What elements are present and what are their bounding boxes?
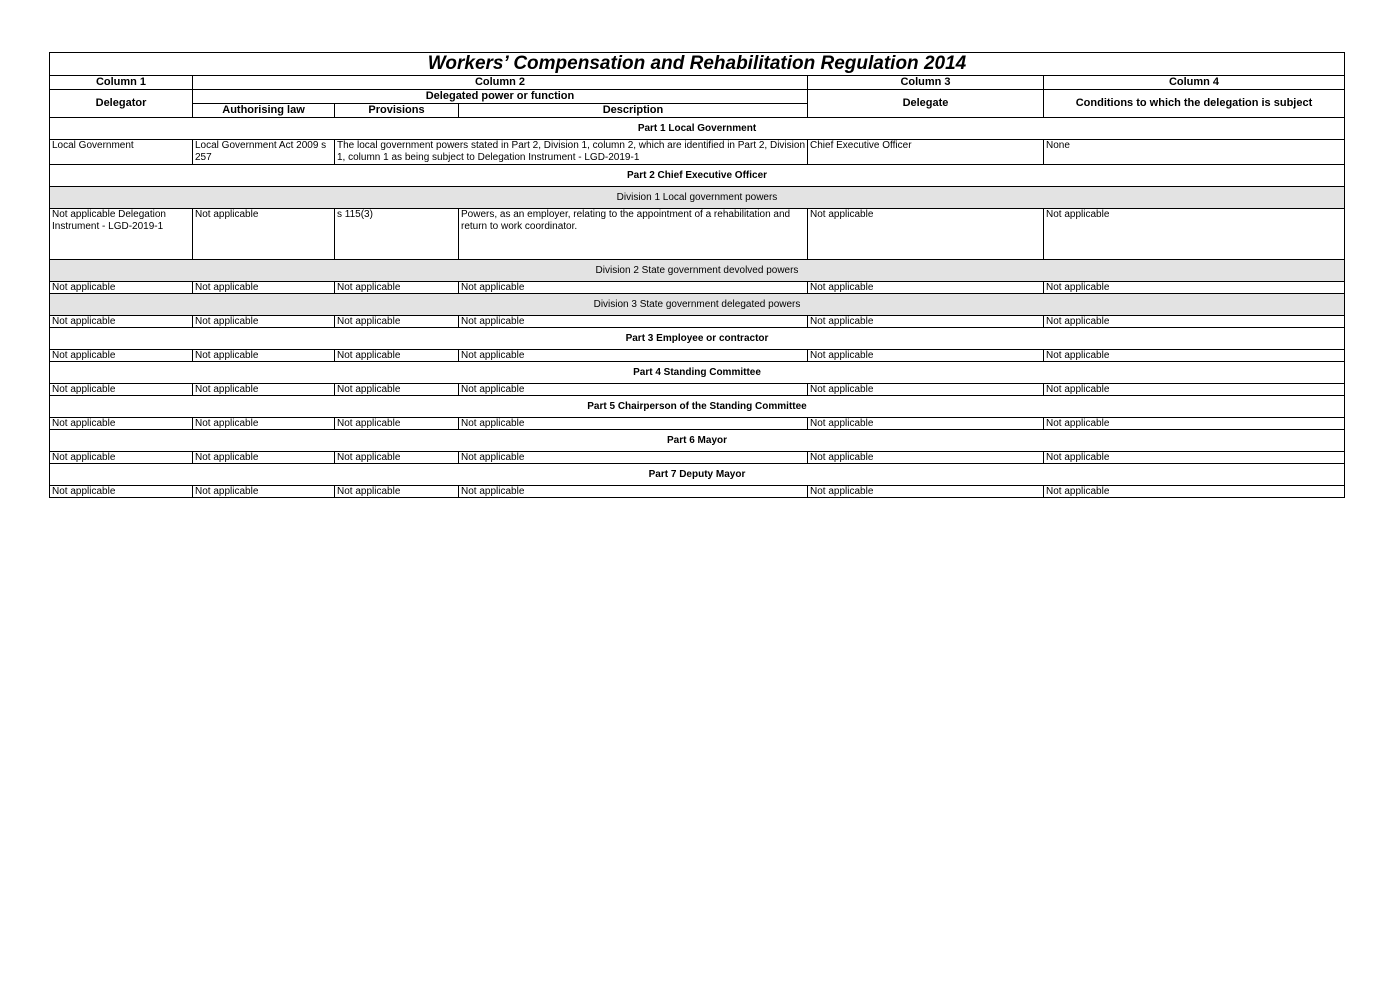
page-title: Workers’ Compensation and Rehabilitation Regulation 2014 [50,53,1345,76]
cell-delegator: Local Government [50,140,193,165]
cell-delegate: Not applicable [808,350,1044,362]
cell-provisions: The local government powers stated in Part 2, Division 1, column 2, which are identified in Part 2, Division 1, column 1 as being subject to Delegation Instrument - LGD-2019-1 [335,140,808,165]
cell-provisions: Not applicable [335,452,459,464]
cell-authorising-law: Not applicable [193,452,335,464]
table-row [50,384,1345,396]
division-2-heading: Division 2 State government devolved powers [50,260,1345,282]
cell-delegate: Not applicable [808,316,1044,328]
part-6-heading-row [50,430,1345,452]
cell-conditions: Not applicable [1044,282,1345,294]
cell-delegate: Not applicable [808,282,1044,294]
cell-delegate: Not applicable [808,452,1044,464]
cell-conditions: Not applicable [1044,384,1345,396]
part-7-heading: Part 7 Deputy Mayor [50,464,1345,486]
part-7-heading-row [50,464,1345,486]
division-1-heading-row [50,187,1345,209]
part-3-heading: Part 3 Employee or contractor [50,328,1345,350]
cell-description: Not applicable [459,452,808,464]
cell-description: Not applicable [459,316,808,328]
header-conditions: Conditions to which the delegation is subject [1044,90,1345,118]
cell-delegator: Not applicable [50,452,193,464]
cell-conditions: None [1044,140,1345,165]
header-delegator: Delegator [50,90,193,118]
cell-delegator: Not applicable [50,486,193,498]
header-provisions: Provisions [335,104,459,118]
part-2-heading-row [50,165,1345,187]
cell-delegate: Chief Executive Officer [808,140,1044,165]
header-column-4: Column 4 [1044,76,1345,90]
table-row [50,282,1345,294]
cell-conditions: Not applicable [1044,452,1345,464]
header-delegate: Delegate [808,90,1044,118]
cell-delegate: Not applicable [808,418,1044,430]
part-5-heading-row [50,396,1345,418]
cell-authorising-law: Not applicable [193,418,335,430]
part-4-heading-row [50,362,1345,384]
cell-delegator: Not applicable [50,282,193,294]
cell-delegator: Not applicable [50,350,193,362]
cell-conditions: Not applicable [1044,418,1345,430]
cell-provisions: Not applicable [335,384,459,396]
part-5-heading: Part 5 Chairperson of the Standing Committee [50,396,1345,418]
cell-authorising-law: Not applicable [193,209,335,260]
header-delegated-power: Delegated power or function [193,90,808,104]
table-row [50,452,1345,464]
cell-delegator: Not applicable [50,316,193,328]
cell-conditions: Not applicable [1044,209,1345,260]
header-authorising-law: Authorising law [193,104,335,118]
cell-description: Not applicable [459,486,808,498]
table-row [50,350,1345,362]
header-description: Description [459,104,808,118]
cell-authorising-law: Not applicable [193,350,335,362]
cell-description: Not applicable [459,350,808,362]
column-number-row [50,76,1345,90]
cell-delegate: Not applicable [808,486,1044,498]
table-row [50,486,1345,498]
part-4-heading: Part 4 Standing Committee [50,362,1345,384]
cell-description: Not applicable [459,418,808,430]
part-1-heading: Part 1 Local Government [50,118,1345,140]
cell-delegator: Not applicable [50,384,193,396]
division-2-heading-row [50,260,1345,282]
cell-description: Not applicable [459,282,808,294]
cell-authorising-law: Not applicable [193,316,335,328]
cell-delegate: Not applicable [808,209,1044,260]
cell-description: Powers, as an employer, relating to the appointment of a rehabilitation and return to work coordinator. [459,209,808,260]
cell-authorising-law: Not applicable [193,486,335,498]
table-row [50,209,1345,260]
part-6-heading: Part 6 Mayor [50,430,1345,452]
title-row [50,53,1345,76]
cell-authorising-law: Local Government Act 2009 s 257 [193,140,335,165]
cell-conditions: Not applicable [1044,486,1345,498]
header-row-1 [50,90,1345,104]
header-column-1: Column 1 [50,76,193,90]
cell-delegator: Not applicable Delegation Instrument - LGD-2019-1 [50,209,193,260]
cell-provisions: s 115(3) [335,209,459,260]
delegation-table [49,52,1345,498]
part-3-heading-row [50,328,1345,350]
table-row [50,418,1345,430]
part-2-heading: Part 2 Chief Executive Officer [50,165,1345,187]
cell-authorising-law: Not applicable [193,282,335,294]
cell-description: Not applicable [459,384,808,396]
division-1-heading: Division 1 Local government powers [50,187,1345,209]
cell-delegate: Not applicable [808,384,1044,396]
division-3-heading: Division 3 State government delegated powers [50,294,1345,316]
table-row [50,316,1345,328]
cell-provisions: Not applicable [335,316,459,328]
cell-provisions: Not applicable [335,282,459,294]
cell-conditions: Not applicable [1044,350,1345,362]
part-1-heading-row [50,118,1345,140]
table-row [50,140,1345,165]
cell-provisions: Not applicable [335,418,459,430]
cell-provisions: Not applicable [335,350,459,362]
cell-conditions: Not applicable [1044,316,1345,328]
division-3-heading-row [50,294,1345,316]
header-column-2: Column 2 [193,76,808,90]
cell-provisions: Not applicable [335,486,459,498]
header-column-3: Column 3 [808,76,1044,90]
cell-delegator: Not applicable [50,418,193,430]
cell-authorising-law: Not applicable [193,384,335,396]
